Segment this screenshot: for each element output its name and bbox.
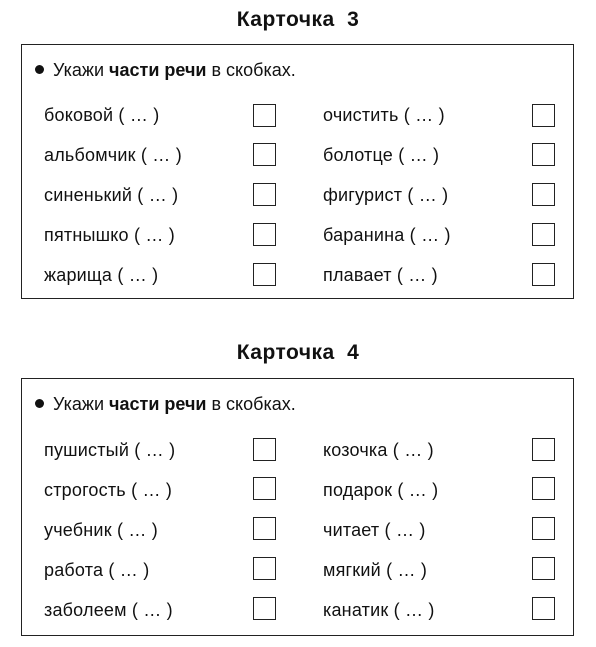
card-title: Карточка 3 <box>236 8 360 31</box>
answer-checkbox[interactable] <box>253 557 276 580</box>
answer-checkbox[interactable] <box>532 597 555 620</box>
word-label: синенький ( … ) <box>44 185 179 205</box>
answer-checkbox[interactable] <box>532 223 555 246</box>
word-label: канатик ( … ) <box>323 600 435 620</box>
instruction-emphasis: части речи <box>109 394 207 414</box>
answer-checkbox[interactable] <box>532 477 555 500</box>
answer-checkbox[interactable] <box>532 183 555 206</box>
instruction <box>35 60 296 81</box>
word-label: читает ( … ) <box>323 520 426 540</box>
word-label: работа ( … ) <box>44 560 150 580</box>
word-label: плавает ( … ) <box>323 265 438 285</box>
answer-checkbox[interactable] <box>253 517 276 540</box>
card-4 <box>21 378 574 636</box>
word-label: очистить ( … ) <box>323 105 445 125</box>
card-title: Карточка 4 <box>236 341 360 364</box>
word-label: заболеем ( … ) <box>44 600 173 620</box>
answer-checkbox[interactable] <box>253 143 276 166</box>
instruction <box>35 394 296 415</box>
answer-checkbox[interactable] <box>532 263 555 286</box>
word-label: баранина ( … ) <box>323 225 451 245</box>
word-label: боковой ( … ) <box>44 105 160 125</box>
answer-checkbox[interactable] <box>253 263 276 286</box>
word-label: жарища ( … ) <box>44 265 159 285</box>
word-label: фигурист ( … ) <box>323 185 449 205</box>
answer-checkbox[interactable] <box>532 104 555 127</box>
instruction-text: в скобках. <box>211 60 296 80</box>
bullet-icon <box>35 399 44 408</box>
word-label: пятнышко ( … ) <box>44 225 175 245</box>
word-label: альбомчик ( … ) <box>44 145 182 165</box>
instruction-text: Укажи <box>53 60 105 80</box>
answer-checkbox[interactable] <box>532 517 555 540</box>
instruction-emphasis: части речи <box>109 60 207 80</box>
answer-checkbox[interactable] <box>253 104 276 127</box>
answer-checkbox[interactable] <box>253 477 276 500</box>
answer-checkbox[interactable] <box>253 438 276 461</box>
instruction-text: в скобках. <box>211 394 296 414</box>
answer-checkbox[interactable] <box>532 557 555 580</box>
instruction-text: Укажи <box>53 394 105 414</box>
word-label: мягкий ( … ) <box>323 560 428 580</box>
word-label: строгость ( … ) <box>44 480 173 500</box>
word-label: подарок ( … ) <box>323 480 439 500</box>
card-3 <box>21 44 574 299</box>
answer-checkbox[interactable] <box>253 223 276 246</box>
word-label: пушистый ( … ) <box>44 440 176 460</box>
word-label: козочка ( … ) <box>323 440 434 460</box>
bullet-icon <box>35 65 44 74</box>
answer-checkbox[interactable] <box>532 143 555 166</box>
answer-checkbox[interactable] <box>253 183 276 206</box>
answer-checkbox[interactable] <box>253 597 276 620</box>
word-label: учебник ( … ) <box>44 520 158 540</box>
word-label: болотце ( … ) <box>323 145 440 165</box>
answer-checkbox[interactable] <box>532 438 555 461</box>
